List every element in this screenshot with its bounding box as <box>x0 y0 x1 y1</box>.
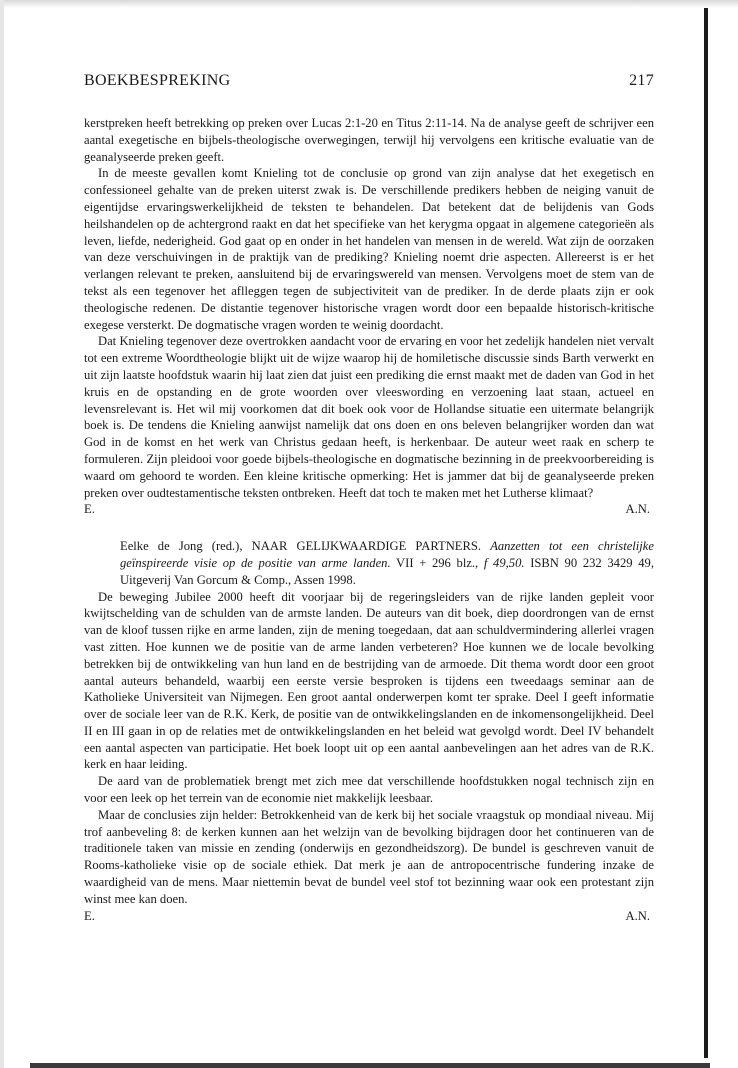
paragraph: kerstpreken heeft betrekking op preken over Lucas 2:1-20 en Titus 2:11-14. Na de analyse geeft de schrijver een aantal exegetische en bijbels-theologische overwegingen, terwijl hij vervolgens een kritische evaluatie van de geanalyseerde preken geeft. <box>84 116 654 164</box>
review-2 <box>84 589 654 925</box>
scan-edge-bottom <box>30 1063 710 1068</box>
book-author: Eelke de Jong (red.), <box>120 539 252 554</box>
paragraph: De beweging Jubilee 2000 heeft dit voorjaar bij de regeringsleiders van de rijke landen gepleit voor kwijtschelding van de schulden van de armste landen. De auteurs van dit boek, diep doordrongen van de ernst van de kloof tussen rijke en arme landen, zijn de mening toegedaan, dat aan schuldvermindering allerlei vragen vast zitten. Hoe kunnen we de positie van de arme landen verbeteren? Hoe kunnen we de locale bevolking betrekken bij de ontwikkeling van hun land en de bestrijding van de armoede. Dit thema wordt door een groot aantal auteurs behandeld, waarbij een eerste versie besproken is tijdens een tweedaags seminar aan de Katholieke Universiteit van Nijmegen. Een groot aantal onderwerpen komt ter sprake. Deel I geeft informatie over de sociale leer van de R.K. Kerk, de positie van de ontwikkelingslanden en de inkomensongelijkheid. Deel II en III gaan in op de relaties met de ontwikkelingslanden en het beleid wat gevolgd wordt. Deel IV behandelt een aantal aspecten van participatie. Het boek loopt uit op een aantal aanbevelingen aan het adres van de R.K. kerk en haar leiding. <box>84 589 654 772</box>
paragraph: De aard van de problematiek brengt met zich mee dat verschillende hoofdstukken nogal technisch zijn en voor een leek op het terrein van de economie niet makkelijk leesbaar. <box>84 774 654 806</box>
book-pages: VII + 296 blz., <box>390 555 484 570</box>
paragraph: Dat Knieling tegenover deze overtrokken aandacht voor de ervaring en voor het zedelijk handelen niet vervalt tot een extreme Woordtheologie blijkt uit de wijze waarop hij de homiletische discussie sinds Barth verwerkt en uit zijn laatste hoofdstuk waarin hij laat zien dat juist een prediking die ernst maakt met de daden van God in het kruis en de opstanding en de grote woorden over vleeswording en verzoening laat staan, actueel en levensrelevant is. Het wil mij voorkomen dat dit boek ook voor de Hollandse situatie een uitermate belangrijk boek is. De tendens die Knieling aanwijst namelijk dat ons doen en ons beleven belangrijker worden dan wat God in de komst en het werk van Christus gedaan heeft, is herkenbaar. De auteur weet raak en scherp te formuleren. Zijn pleidooi voor goede bijbels-theologische en dogmatische bezinning in de preekvoorbereiding is waard om gehoord te worden. Een kleine kritische opmerking: Het is jammer dat bij de geanalyseerde preken preken over oudtestamentische teksten ontbreken. Heeft dat toch te maken met het Lutherse klimaat? <box>84 334 654 500</box>
paragraph: In de meeste gevallen komt Knieling tot de conclusie op grond van zijn analyse dat het exegetisch en confessioneel gehalte van de preken uiterst zwak is. De verschillende predikers hebben de neiging vanuit de eigentijdse ervaringswerkelijkheid de teksten te behandelen. Dat betekent dat de belijdenis van Gods heilshandelen op de achtergrond raakt en dat het specifieke van het kerygma opgaat in algemene categorieën als leven, liefde, nederigheid. God gaat op en onder in het handelen van mensen in de wereld. Wat zijn de oorzaken van deze verschuivingen in de praktijk van de prediking? Knieling noemt drie aspecten. Allereerst is er het verlangen relevant te preken, aansluitend bij de ervaringswereld van mensen. Vervolgens moet de stem van de tekst als een tegenover het aflleggen tegen de subjectiviteit van de prediker. In de derde plaats zijn er ook theologische redenen. De distantie tegenover historische vragen wordt door een bepaalde historisch-kritische exegese versterkt. De dogmatische vragen worden te weinig doordacht. <box>84 166 654 332</box>
book-title: NAAR GELIJKWAARDIGE PARTNERS. <box>251 539 491 554</box>
signature-initial: E. <box>84 502 95 517</box>
page <box>84 72 654 924</box>
reviewer-initials: A.N. <box>625 908 650 923</box>
reviewer-initials: A.N. <box>625 502 650 517</box>
running-title: BOEKBESPREKING <box>84 72 231 89</box>
signature-initial: E. <box>84 908 95 923</box>
book-subtitle: Aanzetten tot een christelijke geïnspireerde visie op de positie van arme landen. <box>120 539 654 570</box>
book-isbn-publisher: ISBN 90 232 3429 49, Uitgeverij Van Gorcum & Comp., Assen 1998. <box>120 555 654 587</box>
book-citation <box>120 538 654 588</box>
scan-edge-top <box>0 0 738 8</box>
book-price: f 49,50. <box>483 555 525 570</box>
running-head <box>84 72 654 90</box>
review-signature <box>84 908 654 925</box>
review-1 <box>84 115 654 518</box>
paragraph: Maar de conclusies zijn helder: Betrokkenheid van de kerk bij het sociale vraagstuk op mondiaal niveau. Mij trof aanbeveling 8: de kerken kunnen aan het welzijn van de bevolking bijdragen door het continueren van de traditionele taken van missie en zending (onderwijs en gezondheidszorg). De bundel is geschreven vanuit de Rooms-katholieke visie op de sociale ethiek. Dat merk je aan de antropocentrische fundering inzake de waardigheid van de mens. Maar niettemin bevat de bundel veel stof tot bezinning waar ook een protestant zijn winst mee kan doen. <box>84 807 654 906</box>
scan-edge-right <box>704 8 708 1058</box>
scan-edge-left <box>0 0 4 1068</box>
page-number: 217 <box>629 72 654 89</box>
review-signature <box>84 501 654 518</box>
